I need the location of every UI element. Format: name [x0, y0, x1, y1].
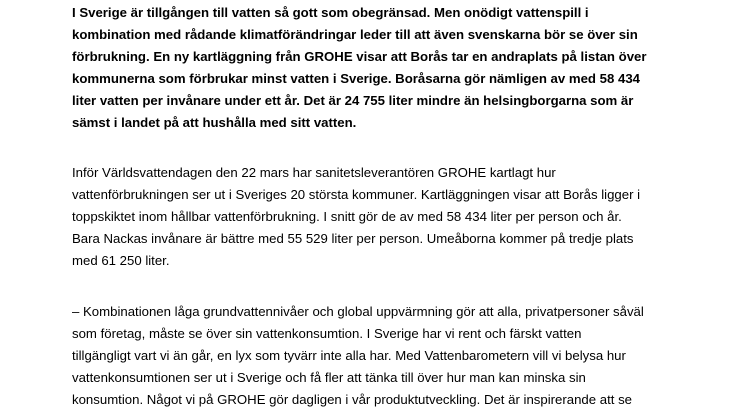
lead-line: liter vatten per invånare under ett år. Det är 24 755 liter mindre än helsingborgarna som är [72, 93, 634, 108]
lead-line: sämst i landet på att hushålla med sitt vatten. [72, 115, 357, 130]
body-line: tillgängligt vart vi än går, en lyx som tyvärr inte alla har. Med Vattenbarometern vill vi belysa hur [72, 348, 626, 363]
body-line: vattenförbrukningen ser ut i Sveriges 20 största kommuner. Kartläggningen visar att Borås ligger i [72, 187, 641, 202]
body-line: toppskiktet inom hållbar vattenförbrukning. I snitt gör de av med 58 434 liter per person och år. [72, 209, 622, 224]
lead-line: kommunerna som förbrukar minst vatten i Sverige. Boråsarna gör nämligen av med 58 434 [72, 71, 640, 86]
body-line: med 61 250 liter. [72, 253, 170, 268]
body-line: Bara Nackas invånare är bättre med 55 529 liter per person. Umeåborna kommer på tredje plats [72, 231, 634, 246]
lead-line: förbrukning. En ny kartläggning från GROHE visar att Borås tar en andraplats på listan över [72, 49, 647, 64]
body-line: vattenkonsumtionen ser ut i Sverige och få fler att tänka till över hur man kan minska sin [72, 370, 586, 385]
lead-line: kombination med rådande klimatförändringar leder till att även svenskarna bör se över sin [72, 27, 638, 42]
document-page [72, 0, 692, 419]
body-line: som företag, måste se över sin vattenkonsumtion. I Sverige har vi rent och färskt vatten [72, 326, 582, 341]
body-line: Inför Världsvattendagen den 22 mars har sanitetsleverantören GROHE kartlagt hur [72, 165, 556, 180]
body-line: konsumtion. Något vi på GROHE gör dagligen i vår produktutveckling. Det är inspirerande att se [72, 392, 633, 407]
body-line: – Kombinationen låga grundvattennivåer och global uppvärmning gör att alla, privatpersoner såväl [72, 304, 644, 319]
lead-line: I Sverige är tillgången till vatten så gott som obegränsad. Men onödigt vattenspill i [72, 5, 589, 20]
